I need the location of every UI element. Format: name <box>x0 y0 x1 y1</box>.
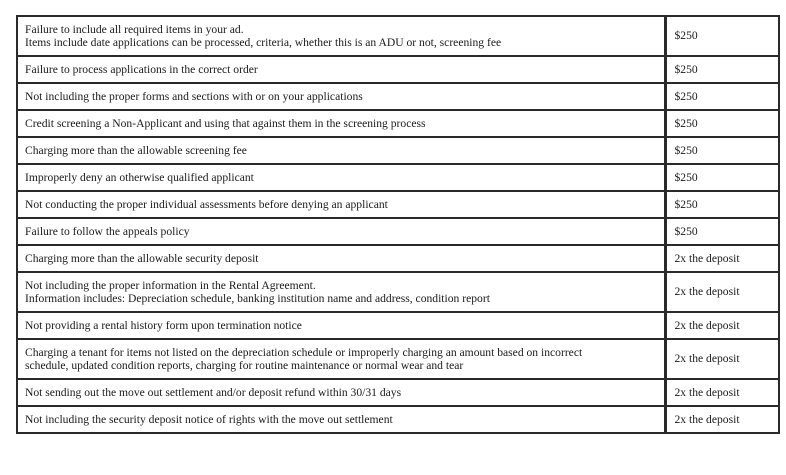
violation-description-cell <box>17 312 665 339</box>
violation-description-cell <box>17 137 665 164</box>
violation-description-line: Improperly deny an otherwise qualified applicant <box>25 170 254 184</box>
penalty-amount-cell: 2x the deposit <box>665 406 779 433</box>
table-row <box>17 218 779 245</box>
penalty-amount-cell: $250 <box>665 164 779 191</box>
table-row <box>17 16 779 56</box>
table-row <box>17 83 779 110</box>
violation-description-line: Items include date applications can be processed, criteria, whether this is an ADU or not, screening fee <box>25 36 502 49</box>
violation-description-line: Credit screening a Non-Applicant and using that against them in the screening process <box>25 116 426 130</box>
violation-description-cell <box>17 379 665 406</box>
violation-description-cell <box>17 218 665 245</box>
violation-description-line: Failure to include all required items in your ad. <box>25 22 244 36</box>
violation-description-line: Information includes: Depreciation schedule, banking institution name and address, condition report <box>25 292 490 305</box>
violation-description-line: Not providing a rental history form upon termination notice <box>25 318 302 332</box>
violation-description-line: Not sending out the move out settlement and/or deposit refund within 30/31 days <box>25 385 402 399</box>
violation-description-cell <box>17 56 665 83</box>
violation-description-cell <box>17 272 665 312</box>
table-row <box>17 110 779 137</box>
table-row <box>17 137 779 164</box>
table-body <box>17 16 779 433</box>
table-row <box>17 272 779 312</box>
violation-description-line: Not including the proper information in the Rental Agreement. <box>25 278 316 292</box>
penalty-amount-cell: $250 <box>665 137 779 164</box>
penalty-amount-cell: $250 <box>665 110 779 137</box>
violation-description-line: Charging more than the allowable screening fee <box>25 143 247 157</box>
penalty-amount-cell: $250 <box>665 83 779 110</box>
penalty-amount-cell: 2x the deposit <box>665 272 779 312</box>
violation-description-cell <box>17 83 665 110</box>
penalty-amount-cell: $250 <box>665 191 779 218</box>
penalty-amount-cell: 2x the deposit <box>665 379 779 406</box>
penalty-amount-cell: $250 <box>665 218 779 245</box>
violations-fee-table-container <box>16 15 778 434</box>
violations-fee-table <box>16 15 780 434</box>
violation-description-cell <box>17 339 665 379</box>
table-row <box>17 245 779 272</box>
violation-description-line: Not conducting the proper individual assessments before denying an applicant <box>25 197 388 211</box>
violation-description-cell <box>17 245 665 272</box>
violation-description-cell <box>17 406 665 433</box>
violation-description-line: Charging more than the allowable security deposit <box>25 251 259 265</box>
violation-description-line: Charging a tenant for items not listed on the depreciation schedule or improperly charging an amount based on incorrect <box>25 345 583 359</box>
penalty-amount-cell: 2x the deposit <box>665 312 779 339</box>
violation-description-line: schedule, updated condition reports, charging for routine maintenance or normal wear and tear <box>25 359 464 372</box>
table-row <box>17 406 779 433</box>
table-row <box>17 164 779 191</box>
violation-description-cell <box>17 110 665 137</box>
violation-description-line: Failure to follow the appeals policy <box>25 224 190 238</box>
penalty-amount-cell: $250 <box>665 56 779 83</box>
table-row <box>17 191 779 218</box>
penalty-amount-cell: 2x the deposit <box>665 339 779 379</box>
table-row <box>17 312 779 339</box>
violation-description-line: Failure to process applications in the correct order <box>25 62 258 76</box>
violation-description-line: Not including the proper forms and sections with or on your applications <box>25 89 363 103</box>
penalty-amount-cell: 2x the deposit <box>665 245 779 272</box>
table-row <box>17 379 779 406</box>
table-row <box>17 339 779 379</box>
violation-description-cell <box>17 164 665 191</box>
table-row <box>17 56 779 83</box>
penalty-amount-cell: $250 <box>665 16 779 56</box>
violation-description-cell <box>17 191 665 218</box>
violation-description-line: Not including the security deposit notice of rights with the move out settlement <box>25 412 393 426</box>
violation-description-cell <box>17 16 665 56</box>
